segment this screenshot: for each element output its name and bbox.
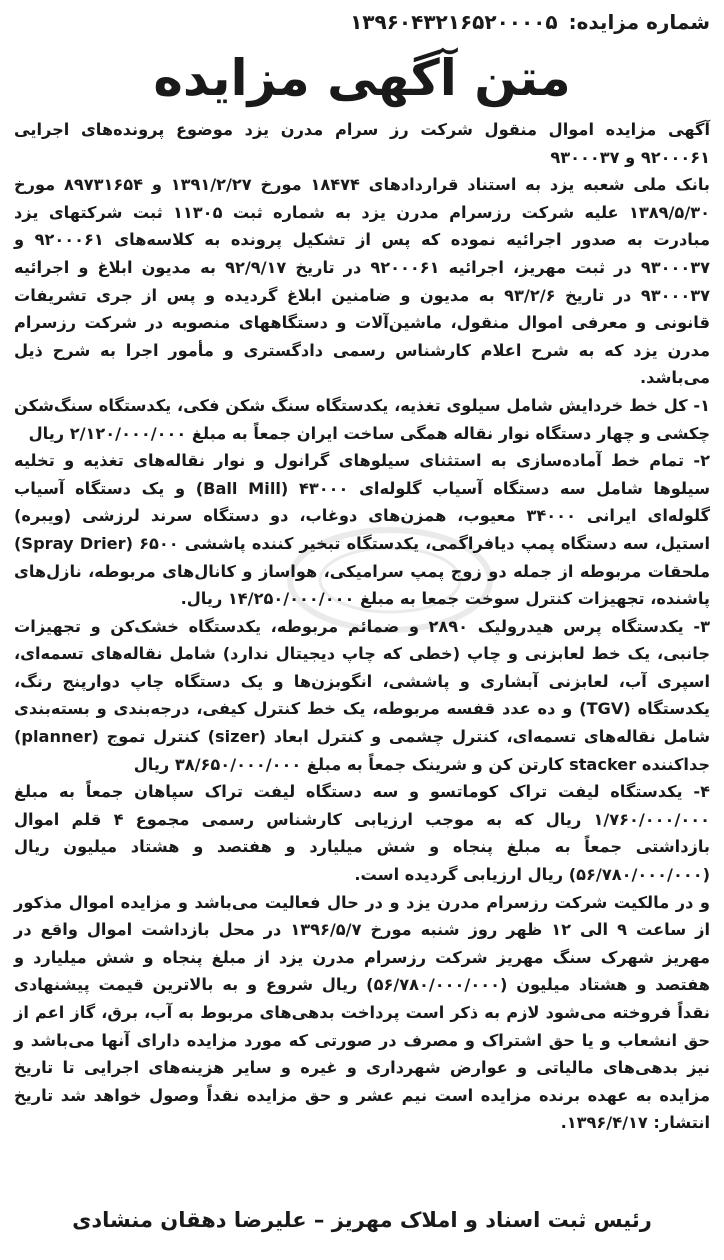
background-paragraph: بانک ملی شعبه یزد به استناد قراردادهای ۱۸۴۷۴ مورخ ۱۳۹۱/۲/۲۷ و ۸۹۷۳۱۶۵۴ مورخ ۱۳۸۹/۵/۳۰ علیه شرکت رزسرام مدرن یزد به شماره ثبت ۱۱۳۰۵ ثبت شرکتهای یزد مبادرت به صدور اجرائیه نموده که پس از تشکیل پرونده به کلاسه‌های ۹۲۰۰۰۶۱ و ۹۳۰۰۰۳۷ در ثبت مهریز، اجرائیه ۹۲۰۰۰۶۱ در تاریخ ۹۲/۹/۱۷ به مدیون ابلاغ و اجرائیه ۹۳۰۰۰۳۷ در تاریخ ۹۳/۲/۶ به مدیون و ضامنین ابلاغ گردیده و پس از جری تشریفات قانونی و معرفی اموال منقول، ماشین‌آلات و دستگاههای منصوبه در شرکت رزسرام مدرن یزد که به شرح اعلام کارشناس رسمی دادگستری و مأمور اجرا به شرح ذیل می‌باشد. — [14, 175, 711, 388]
item-4-paragraph: ۴- یکدستگاه لیفت تراک کوماتسو و سه دستگاه لیفت تراک سپاهان جمعاً به مبلغ ۱/۷۶۰/۰۰۰/۰۰۰ ریال که به موجب ارزیابی کارشناس رسمی مجموع ۴ قلم اموال بازداشتی جمعاً به مبلغ پنجاه و شش میلیارد و هفتصد و هشتاد میلیون ریال (۵۶/۷۸۰/۰۰۰/۰۰۰) ریال ارزیابی گردیده است. — [14, 782, 710, 885]
auction-number-line — [14, 6, 710, 40]
auction-number: ۱۳۹۶۰۴۳۲۱۶۵۲۰۰۰۰۵ — [350, 10, 558, 34]
notice-body — [14, 116, 710, 1137]
item-3-paragraph: ۳- یکدستگاه پرس هیدرولیک ۲۸۹۰ و ضمائم مربوطه، یکدستگاه خشک‌کن و تجهیزات جانبی، یک خط لعابزنی و چاپ (خطی که چاپ دیجیتال ندارد) شامل نقاله‌های تسمه‌ای، اسپری آب، لعابزنی آبشاری و پاششی، انگوبزن‌ها و یک دستگاه چاپ دوارپنج رنگ، یکدستگاه (TGV) و ده عدد قفسه مربوطه، یک خط کنترل کیفی، درجه‌بندی و بسته‌بندی شامل نقاله‌های تسمه‌ای، کنترل چشمی و کنترل ابعاد (sizer) کنترل تموج (planner) جداکننده stacker کارتن کن و شرینک جمعاً به مبلغ ۳۸/۶۵۰/۰۰۰/۰۰۰ ریال — [14, 616, 710, 774]
auction-number-label: شماره مزایده: — [568, 10, 710, 34]
intro-paragraph: آگهی مزایده اموال منقول شرکت رز سرام مدرن یزد موضوع پرونده‌های اجرایی ۹۲۰۰۰۶۱ و ۹۳۰۰۰۳۷ — [14, 120, 710, 167]
terms-paragraph: و در مالکیت شرکت رزسرام مدرن یزد و در حال فعالیت می‌باشد و مزایده اموال مذکور از ساعت ۹ الی ۱۲ ظهر روز شنبه مورخ ۱۳۹۶/۵/۷ در محل بازداشت اموال واقع در مهریز شهرک سنگ مهریز شرکت رزسرام مدرن یزد از مبلغ پنجاه و شش میلیارد و هفتصد و هشتاد میلیون (۵۶/۷۸۰/۰۰۰/۰۰۰) ریال شروع و به بالاترین قیمت پیشنهادی نقداً فروخته می‌شود لازم به ذکر است پرداخت بدهی‌های مربوط به آب، برق، گاز اعم از حق انشعاب و یا حق اشتراک و مصرف در صورتی که مورد مزایده دارای آنها می‌باشد و نیز بدهی‌های مالیاتی و عوارض شهرداری و غیره و سایر هزینه‌های اجرایی تا تاریخ مزایده به عهده برنده مزایده است نیم عشر و حق مزایده نقداً وصول خواهد شد تاریخ انتشار: ۱۳۹۶/۴/۱۷. — [14, 892, 711, 1133]
notice-title: متن آگهی مزایده — [153, 49, 571, 107]
item-2-paragraph: ۲- تمام خط آماده‌سازی به استثنای سیلوهای گرانول و نوار نقاله‌های تغذیه و تخلیه سیلوها شامل سه دستگاه آسیاب گلوله‌ای ۴۳۰۰۰ (Ball Mill) و یک دستگاه آسیاب گلوله‌ای ایرانی ۳۴۰۰۰ معیوب، همزن‌های دوغاب، دو دستگاه سرند لرزشی (ویبره) استیل، سه دستگاه پمپ دیافراگمی، یکدستگاه تبخیر کننده پاششی ۶۵۰۰ (Spray Drier) ملحقات مربوطه از جمله دو زوج پمپ سرامیکی، هواساز و کانال‌های مربوطه، نازل‌های پاشنده، تجهیزات کنترل سوخت جمعا به مبلغ ۱۴/۲۵۰/۰۰۰/۰۰۰ ریال. — [14, 451, 710, 609]
item-1-paragraph: ۱- کل خط خردایش شامل سیلوی تغذیه، یکدستگاه سنگ شکن فکی، یکدستگاه سنگ‌شکن چکشی و چهار دستگاه نوار نقاله همگی ساخت ایران جمعاً به مبلغ ۲/۱۲۰/۰۰۰/۰۰۰ ریال — [14, 395, 710, 443]
signature-line: رئیس ثبت اسناد و املاک مهریز – علیرضا دهقان منشادی — [72, 1208, 652, 1232]
